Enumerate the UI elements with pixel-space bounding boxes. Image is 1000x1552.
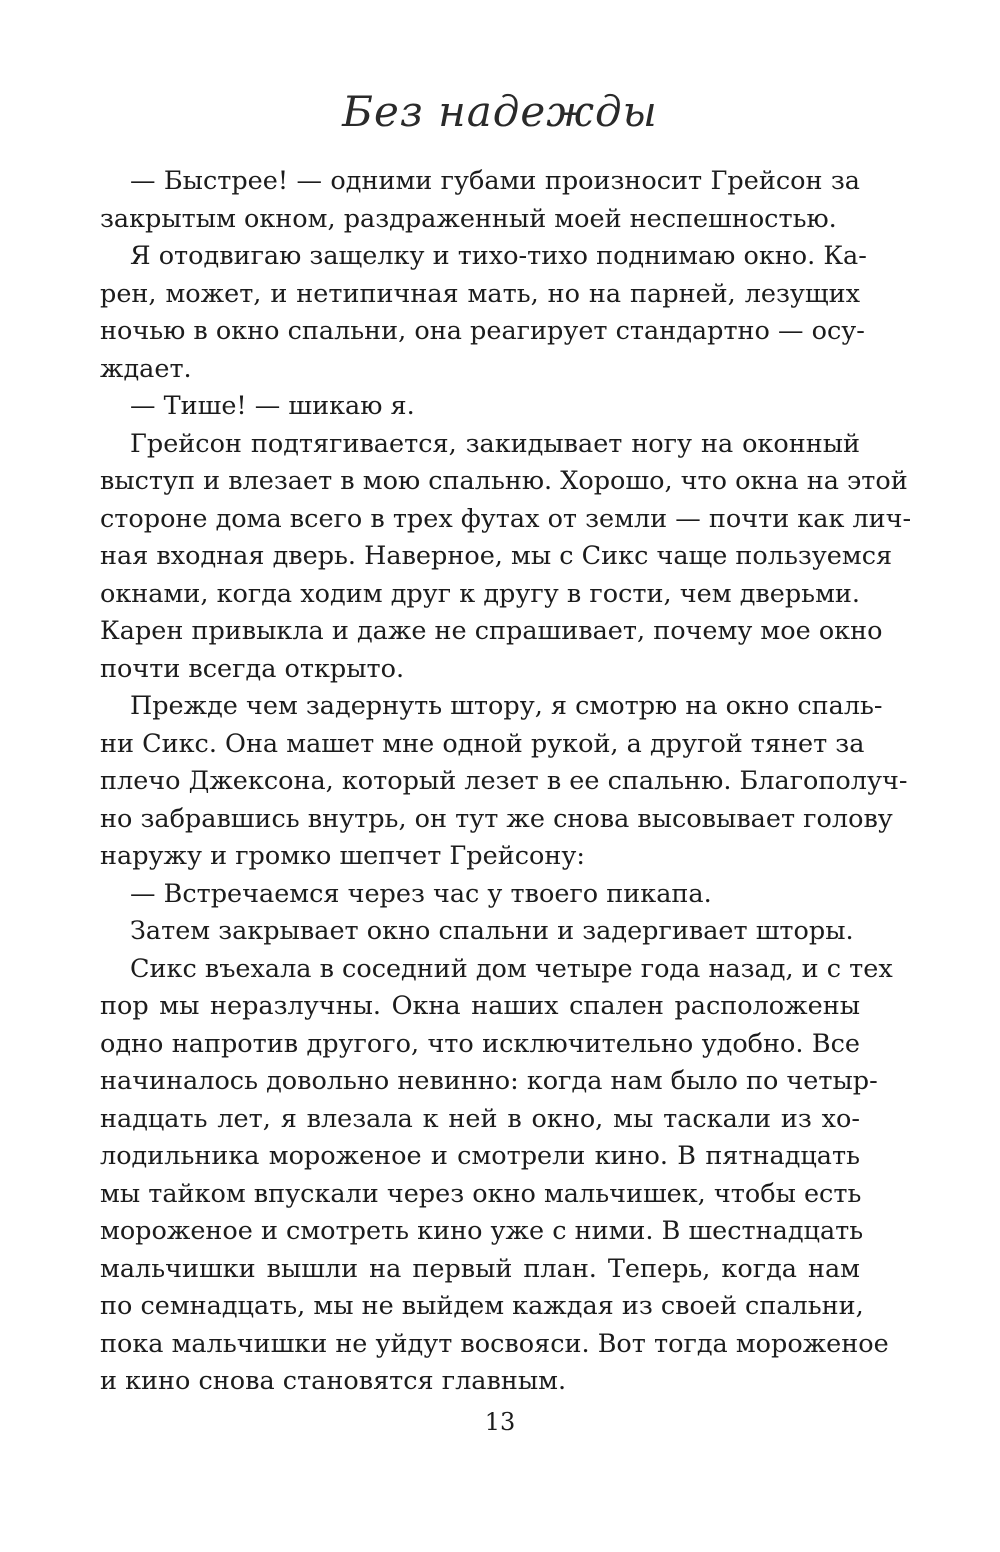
- running-title: Без надежды: [342, 87, 658, 136]
- page-number: 13: [484, 1408, 516, 1436]
- text-line: — Тише! — шикаю я.: [130, 391, 415, 421]
- text-line: закрытым окном, раздраженный моей неспешностью.: [100, 203, 837, 234]
- text-line: — Быстрее! — одними губами произносит Грейсон за: [130, 166, 860, 196]
- text-line: Грейсон подтягивается, закидывает ногу на оконный: [130, 428, 860, 459]
- text-line: — Встречаемся через час у твоего пикапа.: [130, 878, 712, 909]
- text-line: ни Сикс. Она машет мне одной рукой, а другой тянет за: [100, 728, 865, 759]
- text-line: наружу и громко шепчет Грейсону:: [100, 841, 585, 871]
- text-line: рен, может, и нетипичная мать, но на парней, лезущих: [100, 278, 860, 309]
- text-line: мальчишки вышли на первый план. Теперь, когда нам: [100, 1253, 860, 1284]
- text-line: одно напротив другого, что исключительно удобно. Все: [100, 1028, 860, 1059]
- text-line: окнами, когда ходим друг к другу в гости, чем дверьми.: [100, 578, 860, 609]
- text-line: но забравшись внутрь, он тут же снова высовывает голову: [100, 803, 893, 834]
- text-line: ная входная дверь. Наверное, мы с Сикс чаще пользуемся: [100, 541, 893, 571]
- text-line: мы тайком впускали через окно мальчишек, чтобы есть: [100, 1178, 862, 1209]
- text-line: Сикс въехала в соседний дом четыре года назад, и с тех: [130, 953, 893, 984]
- text-line: пор мы неразлучны. Окна наших спален расположены: [100, 991, 860, 1021]
- text-line: по семнадцать, мы не выйдем каждая из своей спальни,: [100, 1291, 864, 1321]
- text-line: стороне дома всего в трех футах от земли — почти как лич-: [100, 503, 912, 534]
- text-line: мороженое и смотреть кино уже с ними. В шестнадцать: [100, 1216, 864, 1246]
- text-line: ждает.: [100, 353, 192, 384]
- text-line: надцать лет, я влезала к ней в окно, мы таскали из хо-: [100, 1103, 860, 1134]
- text-line: и кино снова становятся главным.: [100, 1366, 567, 1396]
- text-line: ночью в окно спальни, она реагирует стандартно — осу-: [100, 316, 865, 346]
- text-line: пока мальчишки не уйдут восвояси. Вот тогда мороженое: [100, 1328, 889, 1359]
- text-line: Карен привыкла и даже не спрашивает, почему мое окно: [100, 616, 883, 646]
- text-line: Затем закрывает окно спальни и задергивает шторы.: [130, 916, 854, 946]
- text-line: начиналось довольно невинно: когда нам было по четыр-: [100, 1066, 878, 1096]
- text-line: Прежде чем задернуть штору, я смотрю на окно спаль-: [130, 691, 883, 721]
- text-line: плечо Джексона, который лезет в ее спальню. Благополуч-: [100, 766, 908, 796]
- text-line: лодильника мороженое и смотрели кино. В пятнадцать: [100, 1141, 860, 1171]
- text-line: Я отодвигаю защелку и тихо-тихо поднимаю окно. Ка-: [130, 241, 867, 271]
- body-text: [100, 163, 912, 1401]
- text-line: почти всегда открыто.: [100, 653, 405, 684]
- text-line: выступ и влезает в мою спальню. Хорошо, что окна на этой: [100, 466, 908, 496]
